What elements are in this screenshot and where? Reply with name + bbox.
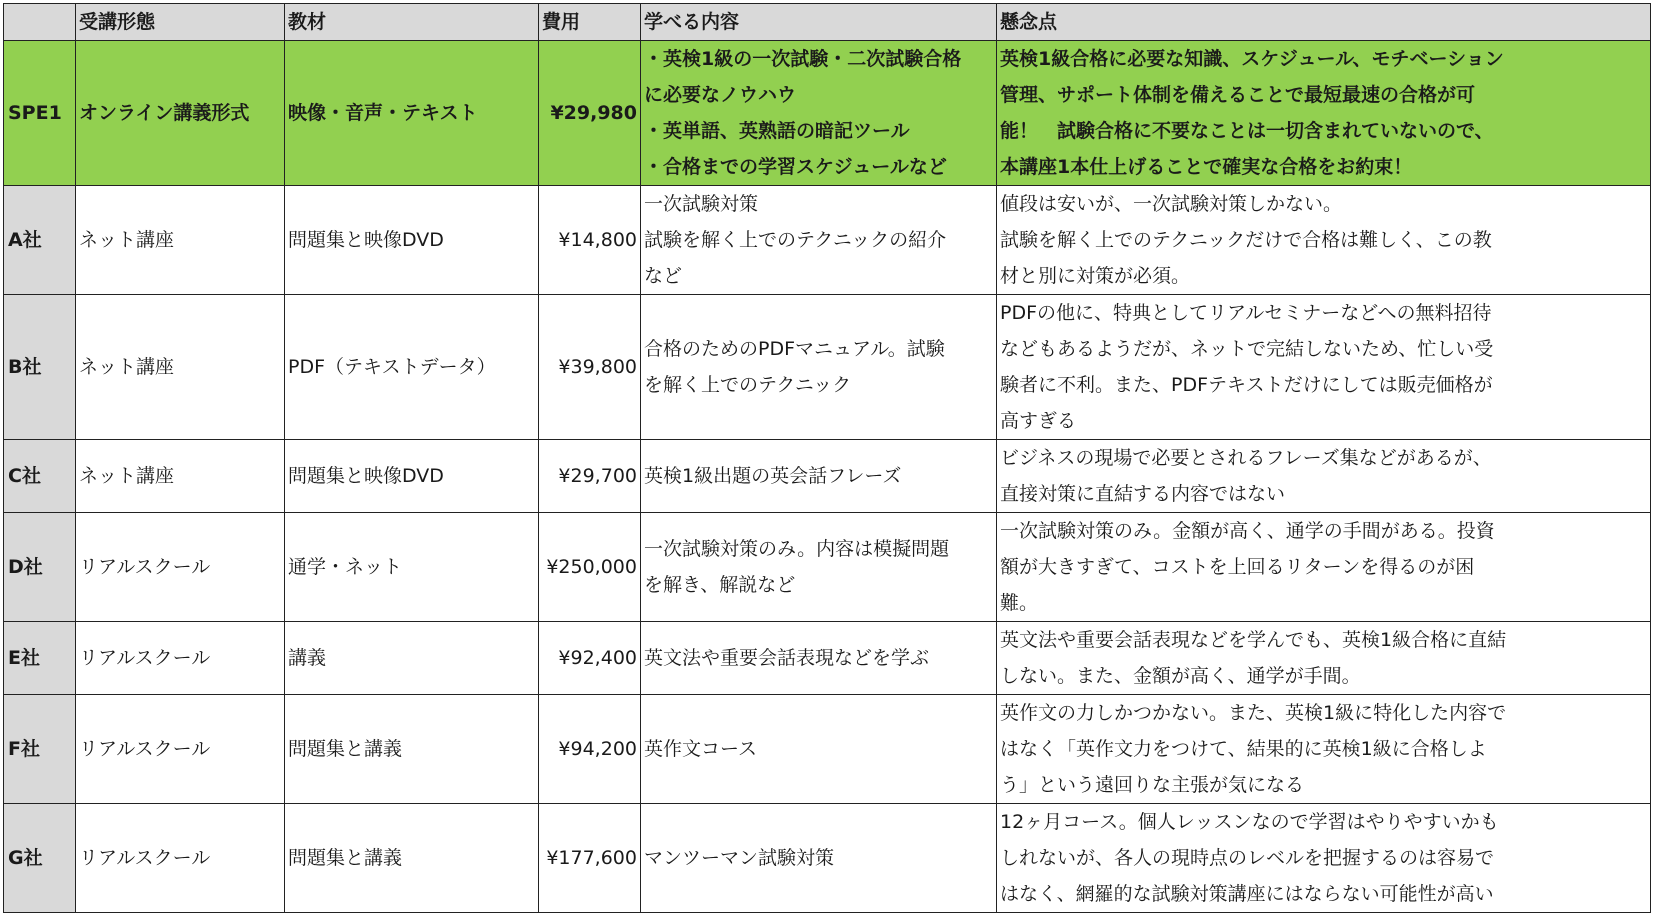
concern-cell[interactable] [997,440,1651,513]
concern-cell[interactable] [997,295,1651,440]
header-content[interactable]: 学べる内容 [641,4,997,41]
concern-line: 値段は安いが、一次試験対策しかない。 [1000,193,1343,215]
format-cell[interactable]: リアルスクール [76,513,285,622]
price-cell[interactable]: ¥177,600 [539,804,641,913]
content-line: ・英検1級の一次試験・二次試験合格 [644,48,962,70]
table-row [4,41,1651,186]
material-cell[interactable]: 問題集と映像DVD [285,440,539,513]
concern-line: 英検1級合格に必要な知識、スケジュール、モチベーション [1000,48,1504,70]
content-line: 合格のためのPDFマニュアル。試験 [644,338,945,360]
content-cell[interactable] [641,440,997,513]
content-line: ・英単語、英熟語の暗記ツール [644,120,910,142]
concern-cell[interactable] [997,513,1651,622]
material-cell[interactable]: 問題集と講義 [285,695,539,804]
row-name-cell[interactable]: E社 [4,622,76,695]
content-line: ・合格までの学習スケジュールなど [644,156,947,178]
material-cell[interactable]: PDF（テキストデータ） [285,295,539,440]
concern-line: ビジネスの現場で必要とされるフレーズ集などがあるが、 [1000,447,1492,469]
price-cell[interactable]: ¥29,700 [539,440,641,513]
concern-line: 直接対策に直結する内容ではない [1000,483,1286,505]
price-cell[interactable]: ¥94,200 [539,695,641,804]
material-cell[interactable]: 映像・音声・テキスト [285,41,539,186]
material-cell[interactable]: 講義 [285,622,539,695]
table-row [4,186,1651,295]
content-cell[interactable] [641,186,997,295]
concern-line: 試験を解く上でのテクニックだけで合格は難しく、この教 [1000,229,1492,251]
price-cell[interactable]: ¥14,800 [539,186,641,295]
row-name-cell[interactable]: C社 [4,440,76,513]
concern-cell[interactable] [997,186,1651,295]
format-cell[interactable]: オンライン講義形式 [76,41,285,186]
concern-line: しれないが、各人の現時点のレベルを把握するのは容易で [1000,847,1495,869]
concern-cell[interactable] [997,622,1651,695]
content-line: に必要なノウハウ [644,84,797,106]
concern-line: しない。また、金額が高く、通学が手間。 [1000,665,1361,687]
concern-line: 高すぎる [1000,410,1077,432]
content-line: を解き、解説など [644,574,796,596]
content-line: 一次試験対策 [644,193,759,215]
header-row [4,4,1651,41]
table-row [4,804,1651,913]
content-cell[interactable] [641,295,997,440]
material-cell[interactable]: 問題集と講義 [285,804,539,913]
price-cell[interactable]: ¥250,000 [539,513,641,622]
format-cell[interactable]: リアルスクール [76,804,285,913]
concern-cell[interactable] [997,41,1651,186]
table-row [4,440,1651,513]
concern-line: 管理、サポート体制を備えることで最短最速の合格が可 [1000,84,1476,106]
row-name-cell[interactable]: SPE1 [4,41,76,186]
concern-line: 難。 [1000,592,1039,614]
table-row [4,695,1651,804]
comparison-table [3,3,1651,913]
price-cell[interactable]: ¥39,800 [539,295,641,440]
concern-line: 英文法や重要会話表現などを学んでも、英検1級合格に直結 [1000,629,1507,651]
concern-line: 12ヶ月コース。個人レッスンなので学習はやりやすいかも [1000,811,1499,833]
concern-line: う」という遠回りな主張が気になる [1000,774,1305,796]
table-body [4,41,1651,913]
content-line: など [644,265,683,287]
concern-line: 能！ 試験合格に不要なことは一切含まれていないので、 [1000,120,1494,142]
concern-line: 材と別に対策が必須。 [1000,265,1191,287]
content-cell[interactable] [641,622,997,695]
format-cell[interactable]: ネット講座 [76,295,285,440]
table-row [4,622,1651,695]
content-line: 英作文コース [644,738,758,760]
price-cell[interactable]: ¥29,980 [539,41,641,186]
row-name-cell[interactable]: F社 [4,695,76,804]
format-cell[interactable]: ネット講座 [76,440,285,513]
row-name-cell[interactable]: G社 [4,804,76,913]
content-line: 試験を解く上でのテクニックの紹介 [644,229,947,251]
header-corner[interactable] [4,4,76,41]
content-cell[interactable] [641,513,997,622]
format-cell[interactable]: リアルスクール [76,695,285,804]
table-row [4,295,1651,440]
content-line: 英文法や重要会話表現などを学ぶ [644,647,930,669]
content-cell[interactable] [641,695,997,804]
concern-cell[interactable] [997,695,1651,804]
concern-line: 英作文の力しかつかない。また、英検1級に特化した内容で [1000,702,1507,724]
content-line: 一次試験対策のみ。内容は模擬問題 [644,538,950,560]
concern-cell[interactable] [997,804,1651,913]
material-cell[interactable]: 通学・ネット [285,513,539,622]
header-format[interactable]: 受講形態 [76,4,285,41]
concern-line: 額が大きすぎて、コストを上回るリターンを得るのが困 [1000,556,1475,578]
price-cell[interactable]: ¥92,400 [539,622,641,695]
format-cell[interactable]: ネット講座 [76,186,285,295]
content-cell[interactable] [641,41,997,186]
concern-line: 験者に不利。また、PDFテキストだけにしては販売価格が [1000,374,1493,396]
concern-line: PDFの他に、特典としてリアルセミナーなどへの無料招待 [1000,302,1492,324]
header-price[interactable]: 費用 [539,4,641,41]
content-line: マンツーマン試験対策 [644,847,835,869]
table-row [4,513,1651,622]
header-material[interactable]: 教材 [285,4,539,41]
concern-line: はなく、網羅的な試験対策講座にはならない可能性が高い [1000,883,1494,905]
material-cell[interactable]: 問題集と映像DVD [285,186,539,295]
content-cell[interactable] [641,804,997,913]
concern-line: はなく「英作文力をつけて、結果的に英検1級に合格しよ [1000,738,1487,760]
format-cell[interactable]: リアルスクール [76,622,285,695]
row-name-cell[interactable]: B社 [4,295,76,440]
content-line: 英検1級出題の英会話フレーズ [644,465,902,487]
content-line: を解く上でのテクニック [644,374,852,396]
row-name-cell[interactable]: A社 [4,186,76,295]
concern-line: などもあるようだが、ネットで完結しないため、忙しい受 [1000,338,1494,360]
concern-line: 本講座1本仕上げることで確実な合格をお約束！ [1000,156,1413,178]
concern-line: 一次試験対策のみ。金額が高く、通学の手間がある。投資 [1000,520,1495,542]
row-name-cell[interactable]: D社 [4,513,76,622]
header-concern[interactable]: 懸念点 [997,4,1651,41]
